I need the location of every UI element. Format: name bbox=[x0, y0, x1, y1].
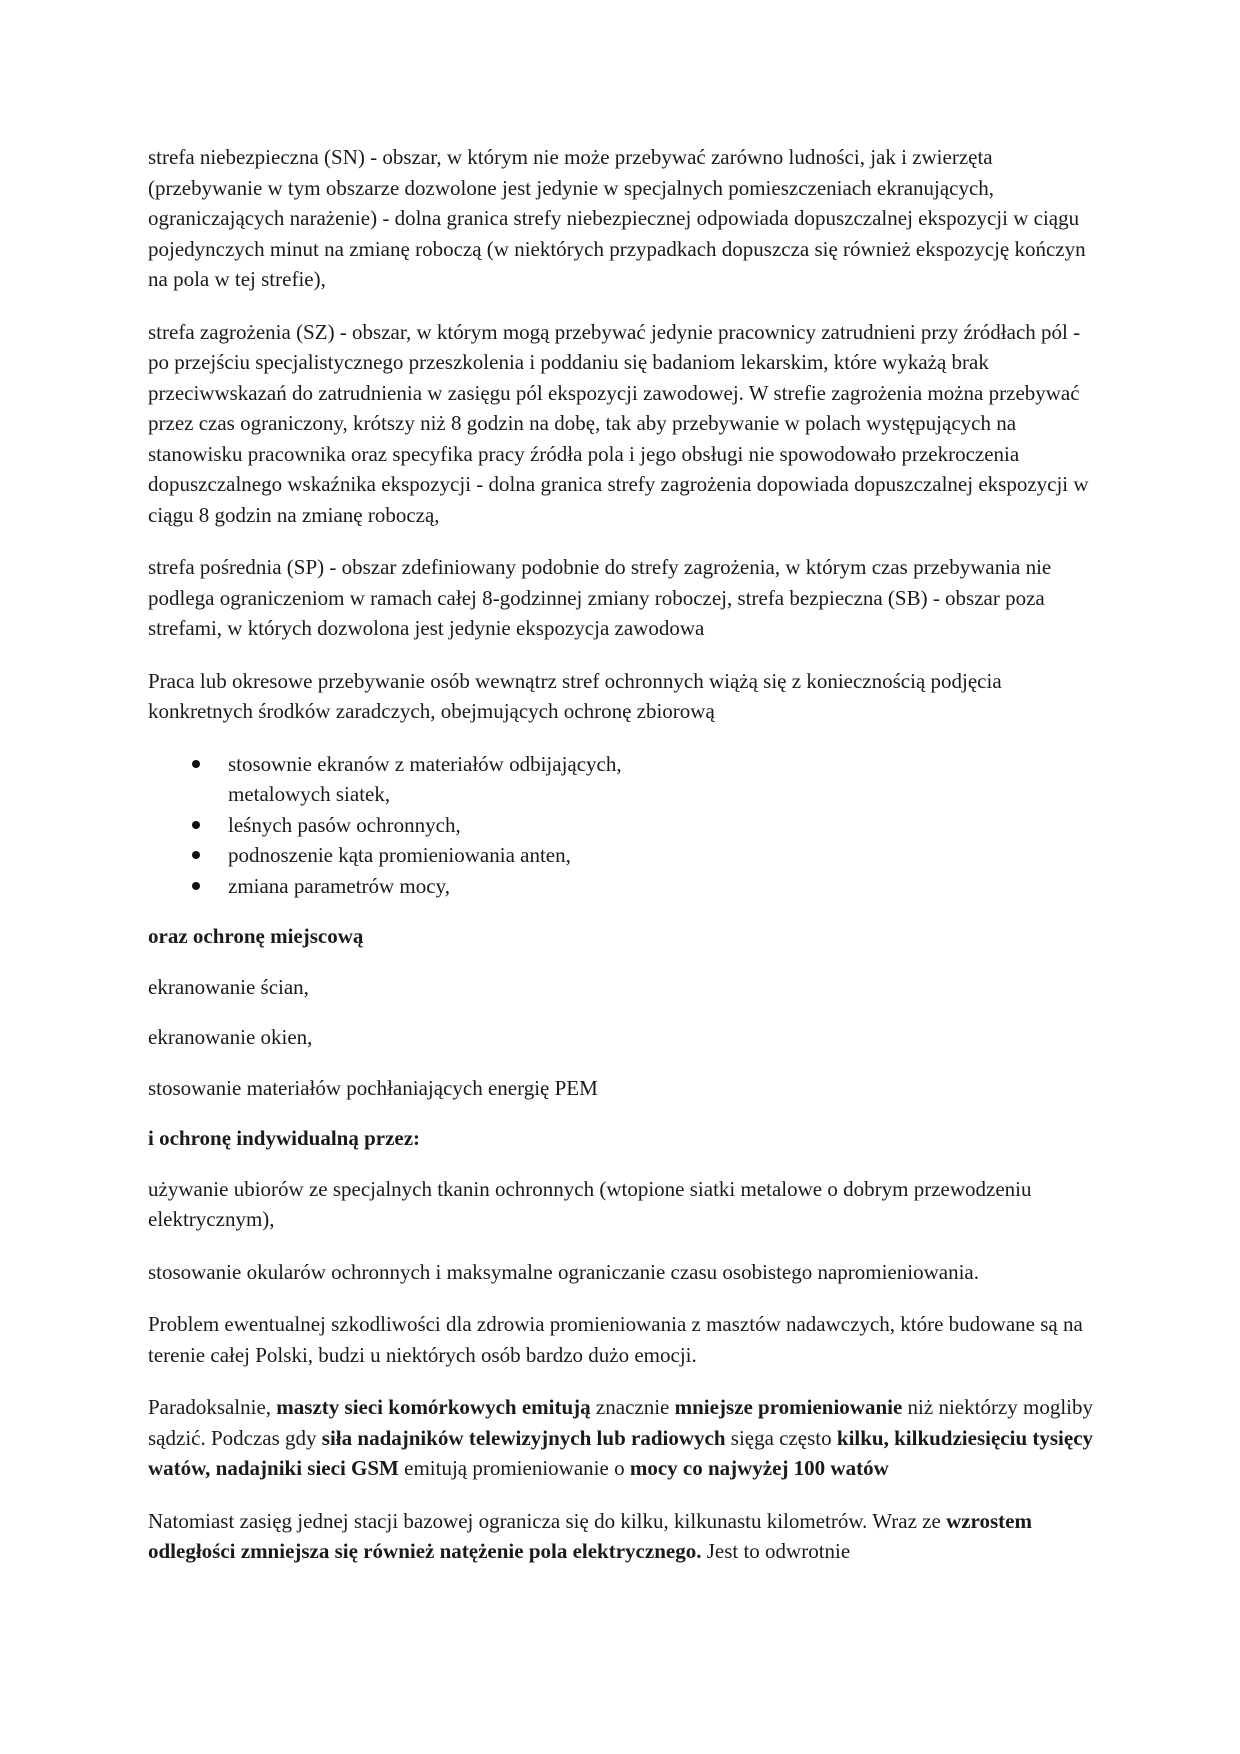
paragraph-paradox bbox=[148, 1392, 1098, 1484]
text-run: znacznie bbox=[590, 1395, 675, 1419]
paragraph-danger-zone: strefa niebezpieczna (SN) - obszar, w którym nie może przebywać zarówno ludności, jak i zwierzęta (przebywanie w tym obszarze dozwolone jest jedynie w specjalnych pomieszczeniach ekranujących, ograniczających narażenie) - dolna granica strefy niebezpiecznej odpowiada dopuszczalnej ekspozycji w ciągu pojedynczych minut na zmianę roboczą (w niektórych przypadkach dopuszcza się również ekspozycję kończyn na pola w tej strefie), bbox=[148, 145, 1086, 291]
text-run: Paradoksalnie, bbox=[148, 1395, 277, 1419]
text-run-bold: wzrostem odległości zmniejsza się również natężenie pola elektrycznego. bbox=[148, 1508, 1032, 1563]
text-run-bold: mniejsze promieniowanie bbox=[674, 1395, 903, 1419]
list-item-text: podnoszenie kąta promieniowania anten, bbox=[228, 843, 571, 867]
text-run-bold: kilku, kilkudziesięciu tysięcy watów, nadajniki sieci GSM bbox=[148, 1425, 1094, 1480]
text-run-bold: mocy co najwyżej 100 watów bbox=[629, 1456, 889, 1480]
list-item-text: metalowych siatek, bbox=[228, 782, 391, 806]
paragraph-threat-zone: strefa zagrożenia (SZ) - obszar, w którym mogą przebywać jedynie pracownicy zatrudnieni przy źródłach pól - po przejściu specjalistycznego przeszkolenia i poddaniu się badaniom lekarskim, które wykażą brak przeciwwskazań do zatrudnienia w zasięgu pól ekspozycji zawodowej. W strefie zagrożenia można przebywać przez czas ograniczony, krótszy niż 8 godzin na dobę, tak aby przebywanie w polach występujących na stanowisku pracownika oraz specyfika pracy źródła pola i jego obsługi nie spowodowało przekroczenia dopuszczalnego wskaźnika ekspozycji - dolna granica strefy zagrożenia dopowiada dopuszczalnej ekspozycji w ciągu 8 godzin na zmianę roboczą, bbox=[148, 319, 1089, 527]
paragraph-intermediate-zone: strefa pośrednia (SP) - obszar zdefiniowany podobnie do strefy zagrożenia, w którym czas przebywania nie podlega ograniczeniom w ramach całej 8-godzinnej zmiany roboczej, strefa bezpieczna (SB) - obszar poza strefami, w których dozwolona jest jedynie ekspozycja zawodowa bbox=[148, 555, 1052, 640]
list-item bbox=[148, 871, 1098, 902]
list-item bbox=[148, 840, 1098, 871]
heading-individual-protection: i ochronę indywidualną przez: bbox=[148, 1126, 421, 1150]
heading-local-protection: oraz ochronę miejscową bbox=[148, 924, 364, 948]
text-run-bold: siła nadajników telewizyjnych lub radiowych bbox=[321, 1425, 726, 1450]
paragraph-local-2: ekranowanie okien, bbox=[148, 1025, 313, 1049]
bullet-icon bbox=[192, 851, 200, 859]
list-item-text: stosownie ekranów z materiałów odbijających, bbox=[228, 751, 622, 776]
paragraph-individual-2: stosowanie okularów ochronnych i maksymalne ograniczanie czasu osobistego napromieniowania. bbox=[148, 1259, 980, 1284]
text-run-bold: maszty sieci komórkowych emitują bbox=[276, 1395, 591, 1419]
bullet-icon bbox=[192, 882, 200, 890]
paragraph-range bbox=[148, 1506, 1098, 1567]
list-item-text: zmiana parametrów mocy, bbox=[228, 873, 450, 898]
text-run: Jest to odwrotnie bbox=[701, 1539, 851, 1563]
paragraph-collective-protection: Praca lub okresowe przebywanie osób wewnątrz stref ochronnych wiążą się z koniecznością podjęcia konkretnych środków zaradczych, obejmujących ochronę zbiorową bbox=[148, 668, 1002, 723]
collective-protection-list bbox=[148, 749, 1098, 902]
text-run: Natomiast zasięg jednej stacji bazowej ogranicza się do kilku, kilkunastu kilometrów. Wraz ze bbox=[148, 1508, 947, 1533]
paragraph-local-3: stosowanie materiałów pochłaniających energię PEM bbox=[148, 1075, 598, 1100]
paragraph-masts-problem: Problem ewentualnej szkodliwości dla zdrowia promieniowania z masztów nadawczych, które budowane są na terenie całej Polski, budzi u niektórych osób bardzo dużo emocji. bbox=[148, 1312, 1083, 1367]
paragraph-local-1: ekranowanie ścian, bbox=[148, 974, 309, 999]
bullet-icon bbox=[192, 821, 200, 829]
document-page bbox=[148, 142, 1098, 1589]
text-run: niż niektórzy mogliby sądzić. Podczas gdy bbox=[148, 1395, 1094, 1450]
list-item bbox=[148, 749, 1098, 810]
paragraph-individual-1: używanie ubiorów ze specjalnych tkanin ochronnych (wtopione siatki metalowe o dobrym przewodzeniu elektrycznym), bbox=[148, 1176, 1032, 1231]
list-item-text: leśnych pasów ochronnych, bbox=[228, 812, 461, 837]
bullet-icon bbox=[192, 760, 200, 768]
text-run: emitują promieniowanie o bbox=[398, 1456, 630, 1480]
list-item bbox=[148, 810, 1098, 841]
text-run: sięga często bbox=[725, 1425, 837, 1450]
